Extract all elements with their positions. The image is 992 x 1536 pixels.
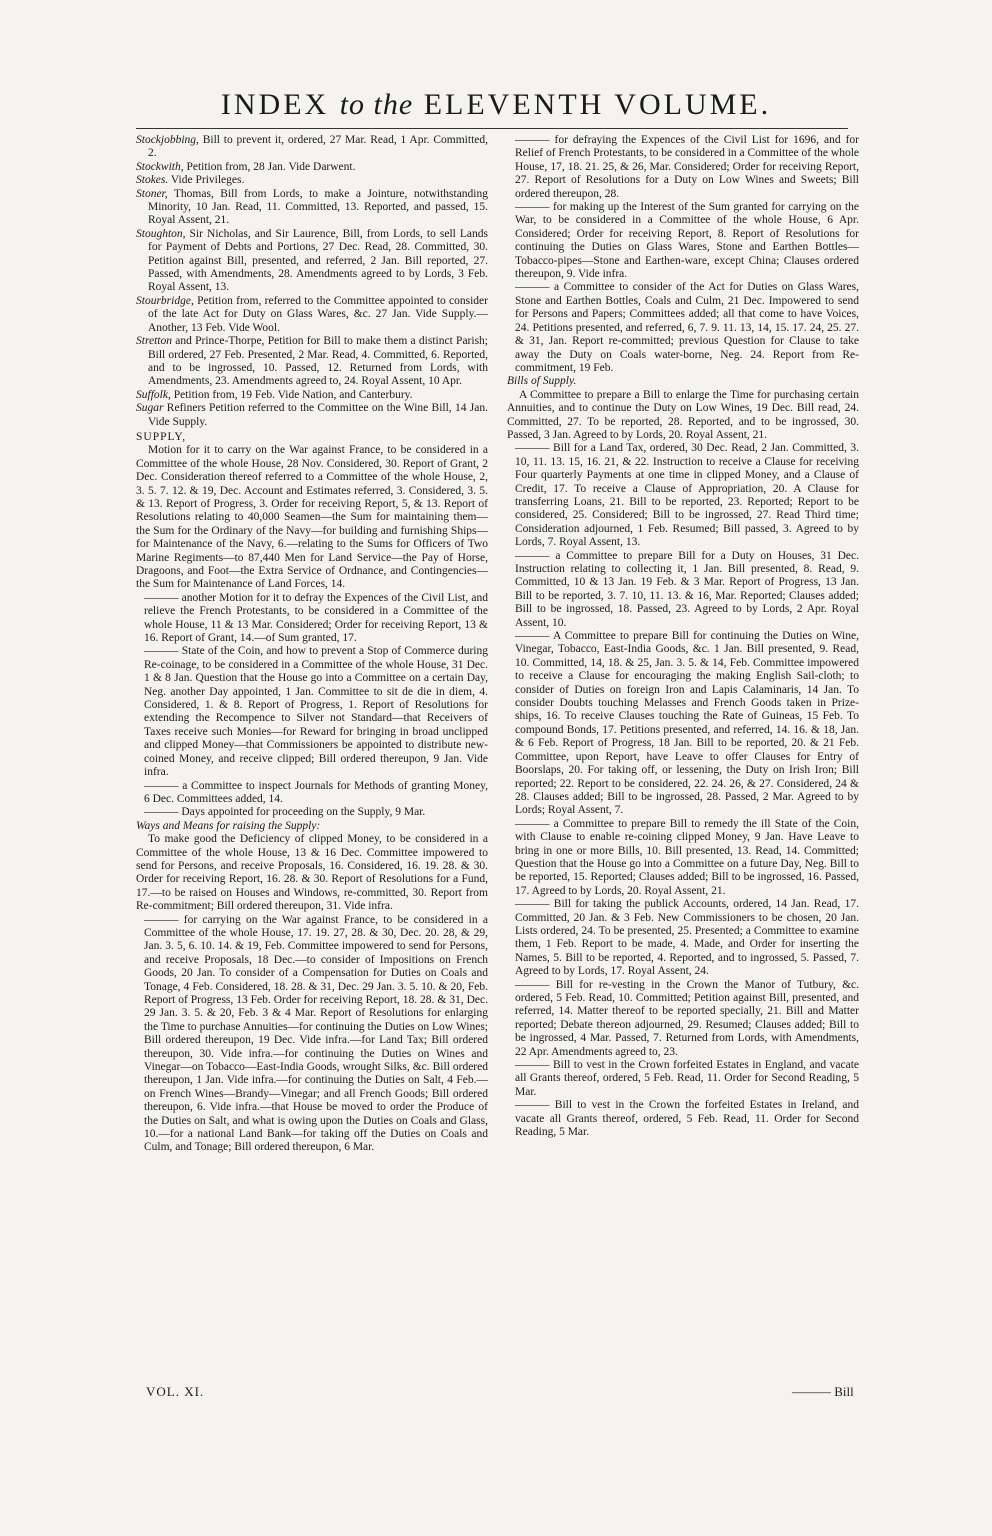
index-entry: ——— a Committee to consider of the Act for Duties on Glass Wares, Stone and Earthen Bottles, Coals and Culm, 21 Dec. Impowered to send for Persons and Papers; Committees added; all that come to have Voices, 24. Petitions presented, and referred, 6, 7. 9. 11. 13, 14, 15. 17. 24, 25. 27. & 31, Jan. Report re-committed; previous Question for Clause to take away the Duty on Coals water-borne, Neg. 24. Report from Re-commitment, 19 Feb. — [515, 281, 859, 374]
entry-keyword: Stockwith, — [136, 160, 184, 173]
index-entry: ——— a Committee to prepare Bill for a Duty on Houses, 31 Dec. Instruction relating to collecting it, 1 Jan. Bill presented, 8. Read, 9. Committed, 10 & 13 Jan. 19 Feb. & 3 Mar. Report of Progress, 13 Jan. Bill to be reported, 3. 7. 10, 11. 13. & 16, Mar. Reported; Clauses added; Bill to be ingrossed, 18. Passed, 23. Agreed to by Lords, 2 Apr. Royal Assent, 10. — [515, 549, 859, 629]
right-column — [507, 134, 859, 1139]
index-entry — [136, 295, 488, 335]
title-prefix: INDEX — [220, 88, 330, 121]
bills-entries — [507, 389, 859, 1140]
left-column — [136, 134, 488, 1155]
index-entry: Motion for it to carry on the War against France, to be considered in a Committee of the whole House, 28 Nov. Considered, 30. Report of Grant, 2 Dec. Consideration thereof referred to a Committee of the whole House, 2, 3. 5. 7. 12. & 19, Dec. Account and Estimates referred, 3. Considered, 3. 5. & 13. Report of Progress, 3. Order for receiving Report, 5, & 13. Report of Resolutions relating to 40,000 Seamen—the Sum for maintaining them—the Sum for the Ordinary of the Navy—for building and furnishing Ships—for Maintenance of the Navy, 6.—relating to the Sums for Officers of Two Marine Regiments—to 87,440 Men for Land Service—the Pay of Horse, Dragoons, and Foot—the Extra Service of Ordnance, and Contingencies—the Sum for Maintenance of Land Forces, 14. — [136, 444, 488, 591]
entry-keyword: Stoughton, — [136, 227, 186, 240]
entry-text: Thomas, Bill from Lords, to make a Jointure, notwithstanding Minority, 10 Jan. Read, 11. Committed, 13. Reported, and passed, 15. Royal Assent, 21. — [148, 187, 488, 227]
entry-text: and Prince-Thorpe, Petition for Bill to make them a distinct Parish; Bill ordered, 27 Feb. Presented, 2 Mar. Read, 4. Committed, 6. Reported, and to be ingrossed, 10. Passed, 12. Returned from Lords, with Amendments, 23. Amendments agreed to, 24. Royal Assent, 10 Apr. — [148, 335, 488, 388]
supply-entries — [136, 444, 488, 819]
volume-label: VOL. XI. — [146, 1384, 205, 1399]
entry-text: Petition from, 19 Feb. Vide Nation, and Canterbury. — [170, 388, 413, 401]
index-entry — [136, 228, 488, 295]
entry-text: Vide Privileges. — [168, 174, 245, 187]
index-entry: ——— a Committee to inspect Journals for Methods of granting Money, 6 Dec. Committees added, 14. — [144, 779, 488, 805]
entry-text: Sir Nicholas, and Sir Laurence, Bill, from Lords, to sell Lands for Payment of Debts and Portions, 27 Dec. Read, 28. Committed, 30. Petition against Bill, presented, and referred, 2 Jan. Bill reported, 27. Passed, with Amendments, 28. Amendments agreed to by Lords, 3 Feb. Royal Assent, 13. — [148, 227, 488, 294]
index-entry: ——— Bill for a Land Tax, ordered, 30 Dec. Read, 2 Jan. Committed, 3. 10, 11. 13. 15, 16. 21, & 22. Instruction to receive a Clause for receiving Four quarterly Payments at one time in clipped Money, and a Clause of Credit, 17. To receive a Clause of Appropriation, 20. A Clause for transferring Loans, 21. Bill to be reported, 23. Reported; Report to be considered, 25. Considered; Bill to be ingrossed, 27. Read Third time; Consideration adjourned, 1 Feb. Resumed; Bill passed, 3. Agreed to by Lords, 7. Royal Assent, 13. — [515, 442, 859, 549]
entry-keyword: Suffolk, — [136, 388, 171, 401]
entry-text: Petition from, referred to the Committee appointed to consider of the late Act for Duty on Glass Wares, &c. 27 Jan. Vide Supply.—Another, 13 Feb. Vide Wool. — [148, 294, 488, 334]
index-entry: To make good the Deficiency of clipped Money, to be considered in a Committee of the whole House, 13 & 16 Dec. Committee impowered to send for Persons, and receive Proposals, 16. Considered, 16. 19. 28. & 30. Order for receiving Report, 16. 28. & 30. Report of Resolutions for a Fund, 17.—to be raised on Houses and Windows, re-committed, 30. Report from Re-commitment; Bill ordered thereupon, 31. Vide infra. — [136, 833, 488, 913]
ways-means-entries — [136, 833, 488, 1155]
index-entry: ——— for carrying on the War against France, to be considered in a Committee of the whole House, 17. 19. 27, 28. & 30, Dec. 20. 28, & 29, Jan. 3. 5, 6. 10. 14. & 19, Feb. Committee impowered to send for Persons, and receive Proposals, 18 Dec.—to consider of Impositions on French Goods, 20 Jan. To consider of a Compensation for Duties on Coals and Tonage, 4 Feb. Considered, 18. 28. & 31, Dec. 29 Jan. 3. 5. 10. & 20, Feb. Report of Progress, 13 Feb. Order for receiving Report, 18. 28. & 31, Dec. 29 Jan. 3. 5. & 20, Feb. 3 & 4 Mar. Report of Resolutions for enlarging the Time to purchase Annuities—for continuing the Duties on Low Wines; Bill ordered thereupon, 19 Dec. Vide infra.—for Land Tax; Bill ordered thereupon, 30. Vide infra.—for continuing the Duties on Wines and Vinegar—on Tobacco—East-India Goods, wrought Silks, &c. Bill ordered thereupon, 1 Jan. Vide infra.—for continuing the Duties on Salt, 4 Feb.—on French Wines—Brandy—Vinegar; and all French Goods; Bill ordered thereupon, 6. Vide infra.—that House be moved to order the Produce of the Duties on Salt, and what is owing upon the Duties on Coals and Glass, 10.—for a national Land Bank—for taking off the Duties on Coals and Culm, and Tonage; Bill ordered thereupon, 6 Mar. — [144, 913, 488, 1154]
index-entry: ——— for making up the Interest of the Sum granted for carrying on the War, to be considered in a Committee of the whole House, 6 Apr. Considered; Order for receiving Report, 8. Report of Resolutions for continuing the Duties on Glass Wares, Stone and Earthen Bottles—Tobacco-pipes—Stone and Earthen-ware, except China; Clauses ordered thereupon, 9. Vide infra. — [515, 201, 859, 281]
index-entry: ——— another Motion for it to defray the Expences of the Civil List, and relieve the French Protestants, to be considered in a Committee of the whole House, 11 & 13 Mar. Considered; Order for receiving Report, 13 & 16. Report of Grant, 14.—of Sum granted, 17. — [144, 591, 488, 645]
index-entry — [136, 161, 488, 174]
entry-keyword: Stockjobbing, — [136, 134, 199, 146]
bills-of-supply-heading: Bills of Supply. — [507, 375, 577, 388]
index-entry: ——— Bill for re-vesting in the Crown the Manor of Tutbury, &c. ordered, 5 Feb. Read, 10. Committed; Petition against Bill, presented, and referred, 14. Matter thereof to be reported specially, 21. Bill and Matter reported; Debate thereon adjourned, 29. Resumed; Clauses added; Bill to be ingrossed, 4 Mar. Passed, 7. Returned from Lords, with Amendments, 22 Apr. Amendments agreed to, 23. — [515, 978, 859, 1058]
index-entry — [136, 402, 488, 429]
left-entries — [136, 134, 488, 429]
index-entry — [136, 188, 488, 228]
right-entries — [507, 134, 859, 375]
index-entry: ——— A Committee to prepare Bill for continuing the Duties on Wine, Vinegar, Tobacco, East-India Goods, &c. 1 Jan. Bill presented, 9. Read, 10. Committed, 14, 18. & 25, Jan. 3. 5. & 14, Feb. Committee impowered to receive a Clause for encouraging the making English Sail-cloth; to consider of Duties on foreign Iron and Lapis Calaminaris, 14 Jan. To consider Doubts touching Melasses and French Goods taken in Prize-ships, 16. To receive Clauses touching the Rate of Guineas, 15 Feb. To compound Bonds, 17. Petitions presented, and referred, 14. 16. & 18, Jan. & 6 Feb. Report of Progress, 18 Jan. Bill to be reported, 20. & 21 Feb. Committee, upon Report, have Leave to offer Clauses for Entry of Boorslaps, 20. For taking off, or lessening, the Duty on Irish Iron; Bill reported; 22. Report to be considered, 22. 24. 26, & 27. Considered, 24 & 28. Clauses added; Bill to be ingrossed, 28. Passed, 2 Mar. Agreed to by Lords; Royal Assent, 7. — [515, 630, 859, 817]
title-mid: to the — [339, 88, 414, 121]
index-entry: A Committee to prepare a Bill to enlarge the Time for purchasing certain Annuities, and to continue the Duty on Low Wines, 19 Dec. Bill read, 24. Committed, 27. To be reported, 28. Reported, and to be ingrossed, 30. Passed, 3 Jan. Agreed to by Lords, 20. Royal Assent, 21. — [507, 388, 859, 441]
supply-heading: SUPPLY, — [136, 430, 187, 443]
page-title — [0, 88, 992, 122]
entry-keyword: Stoner, — [136, 187, 168, 200]
index-entry — [136, 134, 488, 161]
ways-means-heading: Ways and Means for raising the Supply: — [136, 819, 321, 832]
title-suffix: ELEVENTH VOLUME. — [423, 88, 772, 121]
entry-keyword: Stourbridge, — [136, 294, 194, 307]
index-entry — [136, 389, 488, 402]
catchword: ——— Bill — [792, 1384, 854, 1399]
entry-keyword: Stretton — [136, 335, 172, 348]
entry-keyword: Stokes. — [136, 174, 169, 187]
index-entry: ——— Bill to vest in the Crown the forfeited Estates in Ireland, and vacate all Grants thereof, ordered, 5 Feb. Read, 11. Order for Second Reading, 5 Mar. — [515, 1099, 859, 1139]
entry-text: Bill to prevent it, ordered, 27 Mar. Read, 1 Apr. Committed, 2. — [148, 134, 488, 160]
index-entry: ——— Bill for taking the publick Accounts, ordered, 14 Jan. Read, 17. Committed, 20 Jan. & 3 Feb. New Commissioners to be chosen, 20 Jan. Lists ordered, 24. To be presented, 25. Presented; a Committee to examine them, 1 Feb. Report to be made, 4. Made, and Order for inserting the Names, 5. Bill to be reported, 4. Reported, and to ingrossed, 5. Passed, 7. Agreed to by Lords, 17. Royal Assent, 24. — [515, 898, 859, 978]
index-entry — [136, 335, 488, 389]
index-entry: ——— a Committee to prepare Bill to remedy the ill State of the Coin, with Clause to enable re-coining clipped Money, 9 Jan. Have Leave to bring in one or more Bills, 10. Bill presented, 13. Read, 14. Committed; Question that the House go into a Committee on a future Day, Neg. Bill to be reported, 15. Reported; Clauses added; Bill to be ingrossed, 16. Passed, 17. Agreed to by Lords, 20. Royal Assent, 21. — [515, 817, 859, 897]
entry-keyword: Sugar — [136, 402, 164, 415]
index-entry: ——— for defraying the Expences of the Civil List for 1696, and for Relief of French Protestants, to be considered in a Committee of the whole House, 17, 18. 21. 25, & 26, Mar. Considered; Order for receiving Report, 27. Report of Resolutions for a Duty on Low Wines and Sweets; Bill ordered thereupon, 28. — [515, 134, 859, 200]
header-rule — [136, 128, 848, 129]
index-entry: ——— Bill to vest in the Crown forfeited Estates in England, and vacate all Grants thereof, ordered, 5 Feb. Read, 11. Order for Second Reading, 5 Mar. — [515, 1059, 859, 1098]
index-entry: ——— State of the Coin, and how to prevent a Stop of Commerce during Re-coinage, to be considered in a Committee of the whole House, 31 Dec. 1 & 8 Jan. Question that the House go into a Committee on a certain Day, Neg. another Day appointed, 1 Jan. Committee to sit de die in diem, 4. Considered, 1. & 8. Report of Progress, 1. Report of Resolutions for extending the Recompence to Silver not Standard—that Receivers of Taxes receive such Monies—for Reward for bringing in broad unclipped and clipped Money—that Commissioners be appointed to distribute new-coined Money, and receive clipped; Bill ordered thereupon, 9 Jan. Vide infra. — [144, 645, 488, 779]
index-entry: ——— Days appointed for proceeding on the Supply, 9 Mar. — [144, 806, 426, 819]
index-entry — [136, 174, 488, 187]
entry-text: Refiners Petition referred to the Committee on the Wine Bill, 14 Jan. Vide Supply. — [148, 402, 488, 428]
entry-text: Petition from, 28 Jan. Vide Darwent. — [183, 160, 356, 173]
